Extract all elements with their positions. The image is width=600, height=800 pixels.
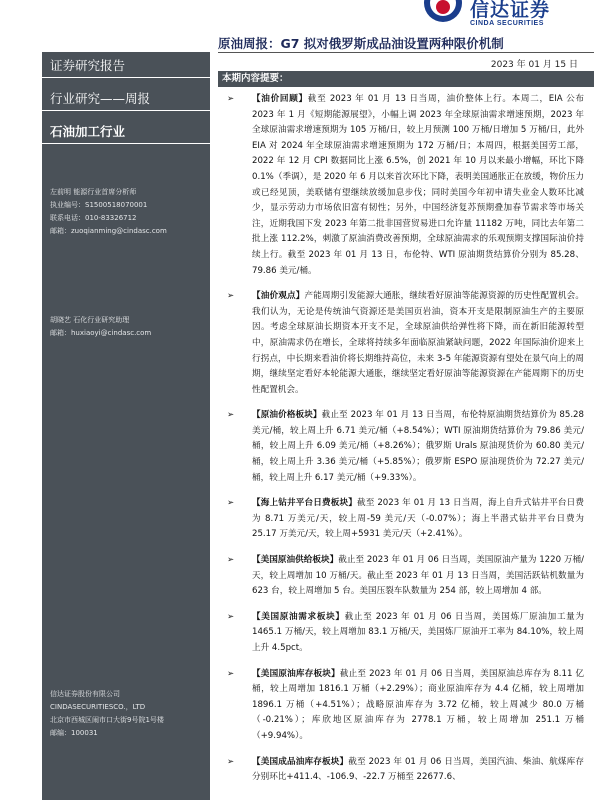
logo-chinese-name: 信达证券 — [470, 0, 551, 21]
item-text: 截止至 2023 年 01 月 13 日当周，布伦特原油期货结算价为 85.28 美元/桶，较上周上升 6.71 美元/桶（+8.54%）；WTI 原油期货结算价为 79.86 美元/桶，较上周上升 6.09 美元/桶（+8.26%）；俄罗斯 Urals 原油现货价为 60.80 美元/桶，较上周上升 3.36 美元/桶（+5.85%）；俄罗斯 ESPO 原油现货价为 72.27 美元/桶，较上周上升 6.17 美元/桶（+9.33%）。 — [252, 410, 584, 483]
bullet-icon: ➢ — [227, 668, 235, 679]
summary-item-rig-rates — [222, 496, 584, 543]
company-footer — [42, 688, 210, 740]
assistant-email: 邮箱：huxiaoyi@cindasc.com — [50, 329, 152, 337]
analyst-name-title: 左前明 能源行业首席分析师 — [50, 188, 137, 196]
bullet-icon: ➢ — [227, 611, 235, 622]
logo-english-name: CINDA SECURITIES — [470, 20, 544, 27]
item-heading: 【美国原油库存板块】 — [252, 668, 340, 679]
sidebar — [42, 52, 210, 800]
report-date: 2023 年 01 月 15 日 — [490, 60, 578, 70]
sidebar-divider — [42, 77, 210, 78]
item-heading: 【美国原油需求板块】 — [252, 611, 345, 622]
analyst-info-primary — [42, 186, 210, 238]
analyst-phone: 联系电话：010-83326712 — [50, 214, 137, 222]
analyst-email: 邮箱：zuoqianming@cindasc.com — [50, 227, 167, 235]
bullet-icon: ➢ — [227, 291, 235, 302]
bullet-icon: ➢ — [227, 410, 235, 421]
company-address: 北京市西城区闹市口大街9号院1号楼 — [50, 716, 164, 724]
item-text: 截至 2023 年 01 月 13 日当周，海上自升式钻井平台日费为 8.71 万美元/天，较上周-59 美元/天（-0.07%）；海上半潜式钻井平台日费为 25.17 万美元/天，较上周+5931 美元/天（+2.41%）。 — [252, 498, 584, 540]
item-heading: 【原油价格板块】 — [252, 410, 322, 421]
item-text: 截止至 2023 年 01 月 06 日当周，美国原油总库存为 8.11 亿桶，较上周增加 1816.1 万桶（+2.29%）；商业原油库存为 4.4 亿桶，较上周增加 1896.1 万桶（+4.51%）；战略原油库存为 3.72 亿桶，较上周减少 80.0 万桶（-0.21%）；库欣地区原油库存为 2778.1 万桶，较上周增加 251.1 万桶（+9.94%）。 — [252, 668, 584, 741]
analyst-info-assistant — [42, 314, 210, 340]
summary-item-us-supply — [222, 553, 584, 600]
summary-item-us-crude-inventory — [222, 667, 584, 745]
sidebar-divider — [42, 110, 210, 111]
company-name-cn: 信达证券股份有限公司 — [50, 690, 120, 698]
sidebar-divider — [42, 143, 210, 144]
report-category: 行业研究——周报 — [50, 91, 151, 106]
item-text: 产能周期引发能源大通胀，继续看好原油等能源资源的历史性配置机会。我们认为，无论是传统油气资源还是美国页岩油，资本开支是限制原油生产的主要原因。考虑全球原油长期资本开支不足，全球原油供给弹性将下降，而在新旧能源转型中，原油需求仍在增长，全球将持续多年面临原油紧缺问题，2022 年国际油价迎来上行拐点，中长期来看油价将长期维持高位，未来 3-5 年能源资源有望处在景气向上的周期，继续坚定看好本轮能源大通胀，继续坚定看好原油等能源资源在产能周期下的历史性配置机会。 — [252, 291, 584, 395]
report-type: 证券研究报告 — [50, 58, 126, 73]
item-text: 截至 2023 年 01 月 13 日当周，油价整体上行。本周二，EIA 公布 2023 年 1 月《短期能源展望》，小幅上调 2023 年全球原油需求增速预期，2023 年全球原油需求增速预期为 105 万桶/日，较上月预测 100 万桶/日增加 5 万桶/日，此外 EIA 对 2024 年全球原油需求增速预期为 172 万桶/日；本周四，根据美国劳工部，2022 年 12 月 CPI 数据同比上涨 6.5%，创 2021 年 10 月以来最小增幅，环比下降 0.1%（季调），是 2020 年 6 月以来首次环比下降，表明美国通胀正在放缓，物价压力或已经见顶，美联储有望继续放缓加息步伐；同时美国今年初申请失业金人数环比减少，显示劳动力市场依旧富有韧性；另外，中国经济复苏预期叠加春节需求等市场关注，近期我国下发 2023 年第二批非国营贸易进口允许量 11182 万吨，同比去年第二批上涨 112.2%，刺激了原油消费改善预期，全球原油需求的乐观预期支撑国际油价持续上行。截至 2023 年 01 月 13 日，布伦特、WTI 原油期货结算价分别为 85.28、79.86 美元/桶。 — [252, 94, 584, 276]
item-heading: 【美国成品油库存板块】 — [252, 756, 349, 767]
summary-item-oil-review — [222, 92, 584, 279]
summary-content — [222, 92, 584, 796]
company-postcode: 邮编：100031 — [50, 729, 98, 737]
summary-item-us-product-inventory — [222, 755, 584, 786]
item-heading: 【油价回顾】 — [252, 94, 308, 104]
summary-item-us-demand — [222, 610, 584, 657]
item-text: 截止至 2023 年 01 月 06 日当周，美国原油产量为 1220 万桶/天，较上周增加 10 万桶/天。截止至 2023 年 01 月 13 日当周，美国活跃钻机数量为 623 台，较上周增加 5 台。美国压裂车队数量为 254 部，较上周增加 4 部。 — [252, 555, 584, 597]
summary-item-oil-view — [222, 289, 584, 398]
analyst-license: 执业编号：S1500518070001 — [50, 201, 148, 209]
company-name-en: CINDASECURITIESCO.，LTD — [50, 703, 146, 711]
item-heading: 【美国原油供给板块】 — [252, 555, 339, 566]
bullet-icon: ➢ — [227, 756, 235, 767]
bullet-icon: ➢ — [227, 94, 235, 104]
summary-item-oil-price — [222, 408, 584, 486]
bullet-icon: ➢ — [227, 498, 235, 509]
title-divider — [218, 52, 594, 53]
item-text: 截至 2023 年 01 月 06 日当周，美国汽油、柴油、航煤库存分别环比+411.4、-106.9、-22.7 万桶至 22677.6、 — [252, 756, 584, 783]
summary-heading: 本期内容提要： — [218, 71, 594, 87]
bullet-icon: ➢ — [227, 555, 235, 566]
industry-name: 石油加工行业 — [50, 124, 126, 139]
item-text: 截止至 2023 年 01 月 06 日当周，美国炼厂原油加工量为 1465.1 万桶/天，较上周增加 83.1 万桶/天，美国炼厂原油开工率为 84.10%，较上周上升 4.5pct。 — [252, 611, 584, 653]
report-title: 原油周报：G7 拟对俄罗斯成品油设置两种限价机制 — [218, 36, 504, 51]
item-heading: 【油价观点】 — [252, 291, 305, 302]
cinda-logo — [422, 0, 592, 34]
item-heading: 【海上钻井平台日费板块】 — [252, 498, 357, 509]
logo-mark-icon — [422, 0, 464, 24]
assistant-name-title: 胡晓艺 石化行业研究助理 — [50, 316, 130, 324]
